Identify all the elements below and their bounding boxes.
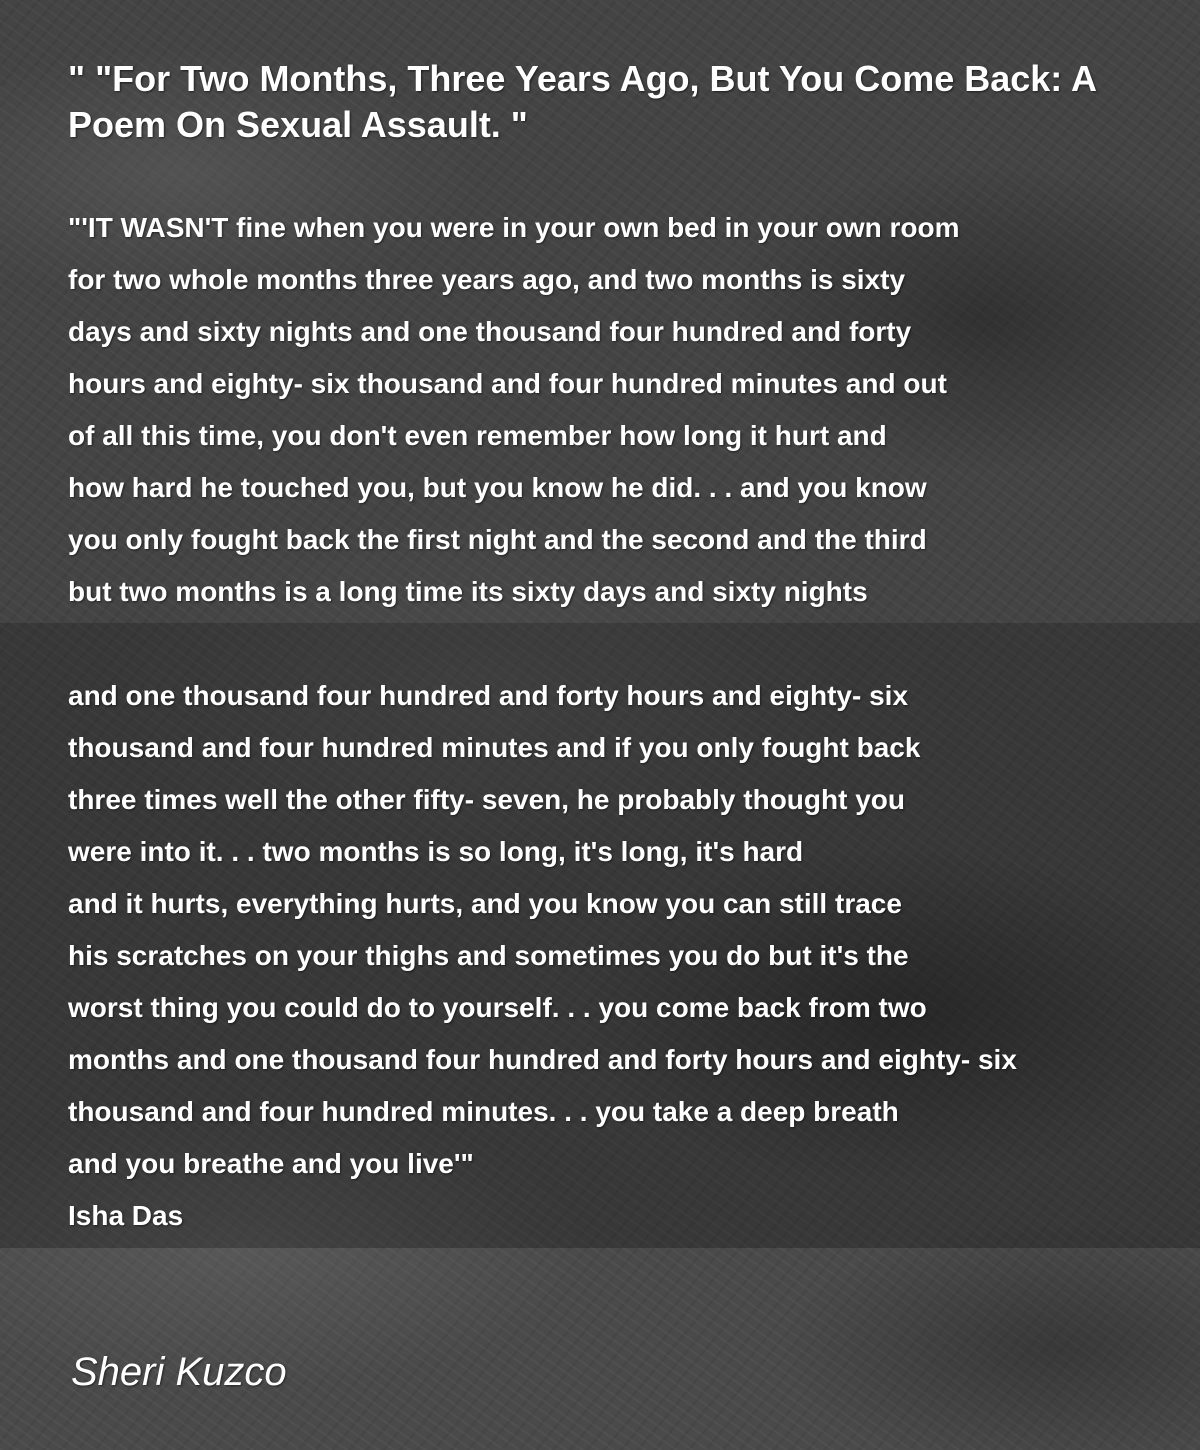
poem-line: thousand and four hundred minutes and if you only fought back (68, 732, 921, 763)
poem-line: months and one thousand four hundred and forty hours and eighty- six (68, 1044, 1017, 1075)
poet-signature: Sheri Kuzco (71, 1350, 287, 1394)
poem-line: his scratches on your thighs and sometimes you do but it's the (68, 940, 909, 971)
poem-line: how hard he touched you, but you know he did. . . and you know (68, 472, 927, 503)
poem-line: you only fought back the first night and the second and the third (68, 524, 927, 555)
poem-title: " "For Two Months, Three Years Ago, But You Come Back: A Poem On Sexual Assault. " (68, 58, 1096, 145)
poem-stanza-2 (68, 670, 1188, 1242)
poem-line: thousand and four hundred minutes. . . you take a deep breath (68, 1096, 899, 1127)
poem-line: hours and eighty- six thousand and four hundred minutes and out (68, 368, 947, 399)
poem-line: worst thing you could do to yourself. . . you come back from two (68, 992, 927, 1023)
poem-line: and one thousand four hundred and forty hours and eighty- six (68, 680, 909, 711)
poem-line: were into it. . . two months is so long, it's long, it's hard (68, 836, 804, 867)
poem-line: days and sixty nights and one thousand four hundred and forty (68, 316, 912, 347)
poem-line: but two months is a long time its sixty days and sixty nights (68, 576, 868, 607)
poem-stanza-1 (68, 202, 1188, 618)
poem-line: for two whole months three years ago, and two months is sixty (68, 264, 906, 295)
poem-line: "'IT WASN'T fine when you were in your own bed in your own room (68, 212, 960, 243)
poem-line: and you breathe and you live'" (68, 1148, 474, 1179)
poem-line: three times well the other fifty- seven, he probably thought you (68, 784, 905, 815)
poem-author-credit: Isha Das (68, 1200, 184, 1231)
poem-line: of all this time, you don't even remember how long it hurt and (68, 420, 887, 451)
poem-line: and it hurts, everything hurts, and you know you can still trace (68, 888, 902, 919)
